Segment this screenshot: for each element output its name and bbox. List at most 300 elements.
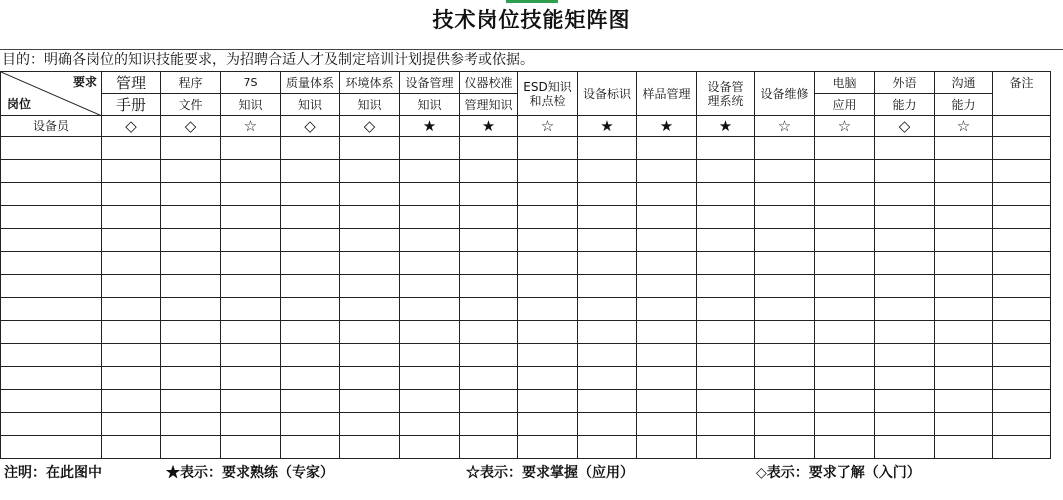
mark-cell[interactable]: ☆ [518, 116, 578, 137]
empty-cell[interactable] [1, 137, 102, 160]
empty-cell[interactable] [637, 206, 697, 229]
empty-cell[interactable] [875, 344, 935, 367]
empty-cell[interactable] [815, 298, 875, 321]
empty-cell[interactable] [281, 367, 340, 390]
empty-cell[interactable] [697, 321, 755, 344]
empty-cell[interactable] [400, 206, 460, 229]
empty-cell[interactable] [697, 229, 755, 252]
col-header-top[interactable]: 沟通 [935, 72, 993, 94]
empty-cell[interactable] [161, 206, 221, 229]
empty-cell[interactable] [460, 160, 518, 183]
empty-cell[interactable] [875, 137, 935, 160]
empty-cell[interactable] [281, 206, 340, 229]
empty-cell[interactable] [815, 206, 875, 229]
empty-table-row [1, 229, 1051, 252]
empty-cell[interactable] [221, 344, 281, 367]
empty-cell[interactable] [460, 321, 518, 344]
empty-cell[interactable] [281, 413, 340, 436]
col-header-bottom[interactable]: 管理知识 [460, 94, 518, 116]
empty-cell[interactable] [400, 321, 460, 344]
empty-cell[interactable] [340, 252, 400, 275]
empty-cell[interactable] [755, 413, 815, 436]
mark-cell[interactable]: ★ [460, 116, 518, 137]
empty-cell[interactable] [935, 298, 993, 321]
empty-cell[interactable] [993, 160, 1051, 183]
col-header-top[interactable]: 7S [221, 72, 281, 94]
position-cell[interactable]: 设备员 [1, 116, 102, 137]
empty-cell[interactable] [460, 367, 518, 390]
empty-cell[interactable] [518, 275, 578, 298]
empty-cell[interactable] [755, 206, 815, 229]
empty-cell[interactable] [340, 344, 400, 367]
empty-cell[interactable] [102, 413, 161, 436]
empty-cell[interactable] [755, 252, 815, 275]
empty-cell[interactable] [637, 183, 697, 206]
empty-cell[interactable] [993, 229, 1051, 252]
empty-cell[interactable] [755, 321, 815, 344]
empty-cell[interactable] [637, 390, 697, 413]
col-header-top[interactable]: 程序 [161, 72, 221, 94]
empty-cell[interactable] [281, 252, 340, 275]
empty-cell[interactable] [400, 183, 460, 206]
empty-cell[interactable] [755, 298, 815, 321]
empty-table-row [1, 206, 1051, 229]
empty-cell[interactable] [518, 252, 578, 275]
empty-cell[interactable] [340, 436, 400, 459]
empty-cell[interactable] [697, 206, 755, 229]
empty-cell[interactable] [935, 160, 993, 183]
empty-cell[interactable] [400, 298, 460, 321]
empty-cell[interactable] [993, 298, 1051, 321]
empty-cell[interactable] [460, 298, 518, 321]
empty-cell[interactable] [161, 160, 221, 183]
empty-cell[interactable] [221, 367, 281, 390]
empty-cell[interactable] [102, 367, 161, 390]
empty-cell[interactable] [578, 206, 637, 229]
empty-cell[interactable] [102, 252, 161, 275]
empty-cell[interactable] [340, 137, 400, 160]
empty-cell[interactable] [518, 298, 578, 321]
empty-cell[interactable] [460, 137, 518, 160]
empty-cell[interactable] [697, 298, 755, 321]
empty-cell[interactable] [815, 183, 875, 206]
col-header-bottom[interactable]: 应用 [815, 94, 875, 116]
empty-cell[interactable] [1, 298, 102, 321]
empty-cell[interactable] [161, 436, 221, 459]
legend-expert: ★表示：要求熟练（专家） [166, 465, 334, 481]
empty-cell[interactable] [935, 183, 993, 206]
empty-cell[interactable] [578, 229, 637, 252]
empty-cell[interactable] [815, 137, 875, 160]
empty-cell[interactable] [1, 413, 102, 436]
empty-cell[interactable] [161, 344, 221, 367]
empty-cell[interactable] [875, 436, 935, 459]
col-header-bottom[interactable]: 知识 [400, 94, 460, 116]
col-header-top[interactable]: 设备管理 [400, 72, 460, 94]
empty-cell[interactable] [935, 229, 993, 252]
empty-cell[interactable] [281, 229, 340, 252]
empty-cell[interactable] [637, 436, 697, 459]
col-header-bottom[interactable]: 知识 [340, 94, 400, 116]
empty-cell[interactable] [400, 137, 460, 160]
col-header-top[interactable]: 外语 [875, 72, 935, 94]
empty-cell[interactable] [815, 367, 875, 390]
corner-requirement-label: 要求 [72, 75, 97, 89]
empty-cell[interactable] [221, 390, 281, 413]
empty-cell[interactable] [697, 160, 755, 183]
empty-cell[interactable] [935, 252, 993, 275]
empty-cell[interactable] [161, 252, 221, 275]
empty-cell[interactable] [755, 137, 815, 160]
empty-cell[interactable] [578, 390, 637, 413]
empty-cell[interactable] [518, 160, 578, 183]
col-header-single[interactable]: 样品管理 [637, 72, 697, 116]
empty-cell[interactable] [1, 344, 102, 367]
empty-cell[interactable] [815, 436, 875, 459]
empty-cell[interactable] [340, 413, 400, 436]
empty-cell[interactable] [102, 137, 161, 160]
mark-cell[interactable]: ★ [697, 116, 755, 137]
empty-cell[interactable] [993, 206, 1051, 229]
col-header-single[interactable]: 设备标识 [578, 72, 637, 116]
empty-cell[interactable] [518, 183, 578, 206]
empty-cell[interactable] [1, 436, 102, 459]
empty-cell[interactable] [340, 160, 400, 183]
empty-cell[interactable] [221, 275, 281, 298]
empty-cell[interactable] [993, 344, 1051, 367]
empty-cell[interactable] [993, 367, 1051, 390]
empty-cell[interactable] [815, 344, 875, 367]
empty-cell[interactable] [578, 252, 637, 275]
mark-cell[interactable]: ☆ [755, 116, 815, 137]
page-title: 技术岗位技能矩阵图 [432, 7, 631, 32]
empty-cell[interactable] [460, 390, 518, 413]
empty-cell[interactable] [281, 183, 340, 206]
empty-cell[interactable] [578, 367, 637, 390]
remark-cell[interactable] [993, 116, 1051, 137]
empty-cell[interactable] [460, 436, 518, 459]
empty-table-row [1, 275, 1051, 298]
empty-cell[interactable] [875, 390, 935, 413]
empty-cell[interactable] [460, 275, 518, 298]
empty-cell[interactable] [518, 436, 578, 459]
table-row [1, 116, 1051, 137]
empty-cell[interactable] [518, 321, 578, 344]
empty-cell[interactable] [815, 413, 875, 436]
empty-cell[interactable] [518, 390, 578, 413]
empty-cell[interactable] [1, 390, 102, 413]
empty-cell[interactable] [102, 298, 161, 321]
col-header-top[interactable]: 环境体系 [340, 72, 400, 94]
empty-cell[interactable] [875, 229, 935, 252]
empty-cell[interactable] [875, 367, 935, 390]
empty-cell[interactable] [935, 321, 993, 344]
empty-cell[interactable] [815, 275, 875, 298]
empty-cell[interactable] [161, 321, 221, 344]
empty-cell[interactable] [161, 390, 221, 413]
empty-cell[interactable] [1, 160, 102, 183]
empty-cell[interactable] [161, 137, 221, 160]
empty-cell[interactable] [993, 183, 1051, 206]
empty-cell[interactable] [340, 390, 400, 413]
empty-table-row [1, 183, 1051, 206]
empty-cell[interactable] [340, 275, 400, 298]
empty-cell[interactable] [578, 160, 637, 183]
empty-cell[interactable] [578, 275, 637, 298]
empty-cell[interactable] [221, 252, 281, 275]
empty-cell[interactable] [161, 298, 221, 321]
empty-cell[interactable] [815, 390, 875, 413]
empty-cell[interactable] [578, 413, 637, 436]
col-header-top[interactable]: 仪器校准 [460, 72, 518, 94]
empty-cell[interactable] [697, 367, 755, 390]
empty-cell[interactable] [518, 229, 578, 252]
empty-cell[interactable] [1, 229, 102, 252]
col-header-equipment-system[interactable] [697, 72, 755, 116]
empty-cell[interactable] [755, 229, 815, 252]
empty-cell[interactable] [993, 137, 1051, 160]
mark-cell[interactable]: ☆ [221, 116, 281, 137]
empty-cell[interactable] [755, 390, 815, 413]
col-header-top[interactable]: 质量体系 [281, 72, 340, 94]
empty-cell[interactable] [993, 390, 1051, 413]
empty-cell[interactable] [697, 275, 755, 298]
empty-cell[interactable] [935, 367, 993, 390]
empty-cell[interactable] [460, 252, 518, 275]
empty-cell[interactable] [281, 390, 340, 413]
empty-cell[interactable] [460, 413, 518, 436]
empty-cell[interactable] [697, 436, 755, 459]
empty-cell[interactable] [637, 298, 697, 321]
empty-cell[interactable] [875, 413, 935, 436]
empty-cell[interactable] [340, 298, 400, 321]
mark-cell[interactable]: ★ [578, 116, 637, 137]
empty-cell[interactable] [935, 413, 993, 436]
empty-cell[interactable] [460, 206, 518, 229]
empty-cell[interactable] [935, 275, 993, 298]
empty-cell[interactable] [221, 160, 281, 183]
empty-cell[interactable] [518, 344, 578, 367]
empty-cell[interactable] [993, 321, 1051, 344]
purpose-text: 目的：明确各岗位的知识技能要求，为招聘合适人才及制定培训计划提供参考或依据。 [2, 52, 534, 68]
empty-cell[interactable] [518, 137, 578, 160]
empty-cell[interactable] [637, 160, 697, 183]
empty-cell[interactable] [400, 413, 460, 436]
empty-cell[interactable] [815, 160, 875, 183]
col-header-bottom[interactable]: 知识 [281, 94, 340, 116]
col-header-esd[interactable] [518, 72, 578, 116]
empty-cell[interactable] [400, 252, 460, 275]
empty-cell[interactable] [697, 390, 755, 413]
empty-cell[interactable] [935, 344, 993, 367]
empty-cell[interactable] [755, 275, 815, 298]
empty-cell[interactable] [1, 321, 102, 344]
empty-cell[interactable] [993, 413, 1051, 436]
empty-cell[interactable] [578, 344, 637, 367]
empty-cell[interactable] [875, 160, 935, 183]
empty-cell[interactable] [221, 321, 281, 344]
empty-cell[interactable] [161, 367, 221, 390]
empty-cell[interactable] [875, 321, 935, 344]
empty-cell[interactable] [993, 436, 1051, 459]
empty-cell[interactable] [221, 298, 281, 321]
col-header-single[interactable]: 设备维修 [755, 72, 815, 116]
mark-cell[interactable]: ◇ [281, 116, 340, 137]
empty-cell[interactable] [697, 344, 755, 367]
empty-cell[interactable] [637, 275, 697, 298]
empty-cell[interactable] [815, 252, 875, 275]
empty-cell[interactable] [161, 183, 221, 206]
mark-cell[interactable]: ◇ [875, 116, 935, 137]
empty-cell[interactable] [935, 206, 993, 229]
empty-cell[interactable] [993, 275, 1051, 298]
col-header-bottom[interactable]: 知识 [221, 94, 281, 116]
empty-cell[interactable] [697, 183, 755, 206]
empty-cell[interactable] [161, 413, 221, 436]
mark-cell[interactable]: ☆ [935, 116, 993, 137]
empty-table-row [1, 252, 1051, 275]
empty-cell[interactable] [400, 275, 460, 298]
empty-cell[interactable] [935, 436, 993, 459]
empty-cell[interactable] [400, 367, 460, 390]
empty-cell[interactable] [875, 298, 935, 321]
legend-entry: ◇表示：要求了解（入门） [756, 465, 921, 481]
empty-cell[interactable] [755, 183, 815, 206]
empty-cell[interactable] [281, 137, 340, 160]
empty-cell[interactable] [1, 275, 102, 298]
empty-cell[interactable] [221, 137, 281, 160]
empty-cell[interactable] [460, 229, 518, 252]
col-header-bottom[interactable]: 能力 [935, 94, 993, 116]
empty-cell[interactable] [637, 367, 697, 390]
empty-table-row [1, 137, 1051, 160]
empty-cell[interactable] [993, 252, 1051, 275]
col-header-top[interactable]: 电脑 [815, 72, 875, 94]
empty-cell[interactable] [518, 206, 578, 229]
empty-table-row [1, 160, 1051, 183]
legend-note: 注明：在此图中 [4, 465, 102, 481]
empty-cell[interactable] [578, 321, 637, 344]
empty-cell[interactable] [221, 436, 281, 459]
empty-cell[interactable] [697, 413, 755, 436]
empty-cell[interactable] [755, 436, 815, 459]
mark-cell[interactable]: ◇ [102, 116, 161, 137]
empty-cell[interactable] [102, 229, 161, 252]
empty-cell[interactable] [637, 229, 697, 252]
corner-header-cell[interactable] [1, 72, 102, 116]
empty-cell[interactable] [578, 137, 637, 160]
empty-cell[interactable] [102, 436, 161, 459]
empty-cell[interactable] [400, 229, 460, 252]
empty-cell[interactable] [1, 183, 102, 206]
empty-cell[interactable] [221, 206, 281, 229]
empty-cell[interactable] [815, 229, 875, 252]
empty-cell[interactable] [875, 206, 935, 229]
col-header-line: 理系统 [707, 93, 744, 108]
empty-cell[interactable] [400, 436, 460, 459]
col-header-bottom[interactable]: 能力 [875, 94, 935, 116]
empty-cell[interactable] [281, 321, 340, 344]
empty-cell[interactable] [161, 275, 221, 298]
empty-cell[interactable] [102, 321, 161, 344]
empty-cell[interactable] [518, 413, 578, 436]
empty-cell[interactable] [400, 344, 460, 367]
empty-cell[interactable] [578, 183, 637, 206]
empty-cell[interactable] [102, 206, 161, 229]
empty-cell[interactable] [221, 413, 281, 436]
empty-cell[interactable] [340, 229, 400, 252]
empty-cell[interactable] [400, 390, 460, 413]
mark-cell[interactable]: ◇ [161, 116, 221, 137]
mark-cell[interactable]: ◇ [340, 116, 400, 137]
empty-cell[interactable] [161, 229, 221, 252]
empty-cell[interactable] [815, 321, 875, 344]
empty-cell[interactable] [578, 436, 637, 459]
empty-cell[interactable] [340, 206, 400, 229]
empty-cell[interactable] [281, 344, 340, 367]
empty-cell[interactable] [340, 183, 400, 206]
skill-matrix-table [0, 71, 1051, 459]
empty-cell[interactable] [637, 413, 697, 436]
empty-table-row [1, 367, 1051, 390]
empty-cell[interactable] [578, 298, 637, 321]
mark-cell[interactable]: ★ [637, 116, 697, 137]
empty-cell[interactable] [755, 160, 815, 183]
empty-cell[interactable] [755, 344, 815, 367]
empty-cell[interactable] [697, 252, 755, 275]
empty-cell[interactable] [281, 275, 340, 298]
empty-cell[interactable] [1, 206, 102, 229]
empty-cell[interactable] [637, 344, 697, 367]
empty-cell[interactable] [340, 321, 400, 344]
empty-cell[interactable] [102, 275, 161, 298]
empty-cell[interactable] [281, 298, 340, 321]
empty-table-row [1, 413, 1051, 436]
empty-cell[interactable] [697, 137, 755, 160]
empty-cell[interactable] [400, 160, 460, 183]
empty-cell[interactable] [102, 390, 161, 413]
empty-cell[interactable] [875, 183, 935, 206]
empty-cell[interactable] [875, 252, 935, 275]
empty-cell[interactable] [460, 344, 518, 367]
empty-cell[interactable] [935, 137, 993, 160]
empty-cell[interactable] [281, 160, 340, 183]
empty-cell[interactable] [340, 367, 400, 390]
col-header-single[interactable]: 备注 [993, 72, 1051, 116]
empty-cell[interactable] [637, 252, 697, 275]
empty-cell[interactable] [102, 160, 161, 183]
empty-cell[interactable] [281, 436, 340, 459]
col-header-bottom[interactable]: 文件 [161, 94, 221, 116]
empty-cell[interactable] [637, 137, 697, 160]
empty-cell[interactable] [102, 183, 161, 206]
empty-cell[interactable] [221, 183, 281, 206]
empty-cell[interactable] [755, 367, 815, 390]
empty-cell[interactable] [1, 252, 102, 275]
empty-cell[interactable] [637, 321, 697, 344]
mark-cell[interactable]: ★ [400, 116, 460, 137]
col-header-top[interactable]: 管理 [102, 72, 161, 94]
empty-cell[interactable] [1, 367, 102, 390]
empty-cell[interactable] [102, 344, 161, 367]
empty-cell[interactable] [935, 390, 993, 413]
empty-cell[interactable] [221, 229, 281, 252]
empty-cell[interactable] [518, 367, 578, 390]
empty-cell[interactable] [460, 183, 518, 206]
mark-cell[interactable]: ☆ [815, 116, 875, 137]
empty-cell[interactable] [875, 275, 935, 298]
col-header-bottom[interactable]: 手册 [102, 94, 161, 116]
